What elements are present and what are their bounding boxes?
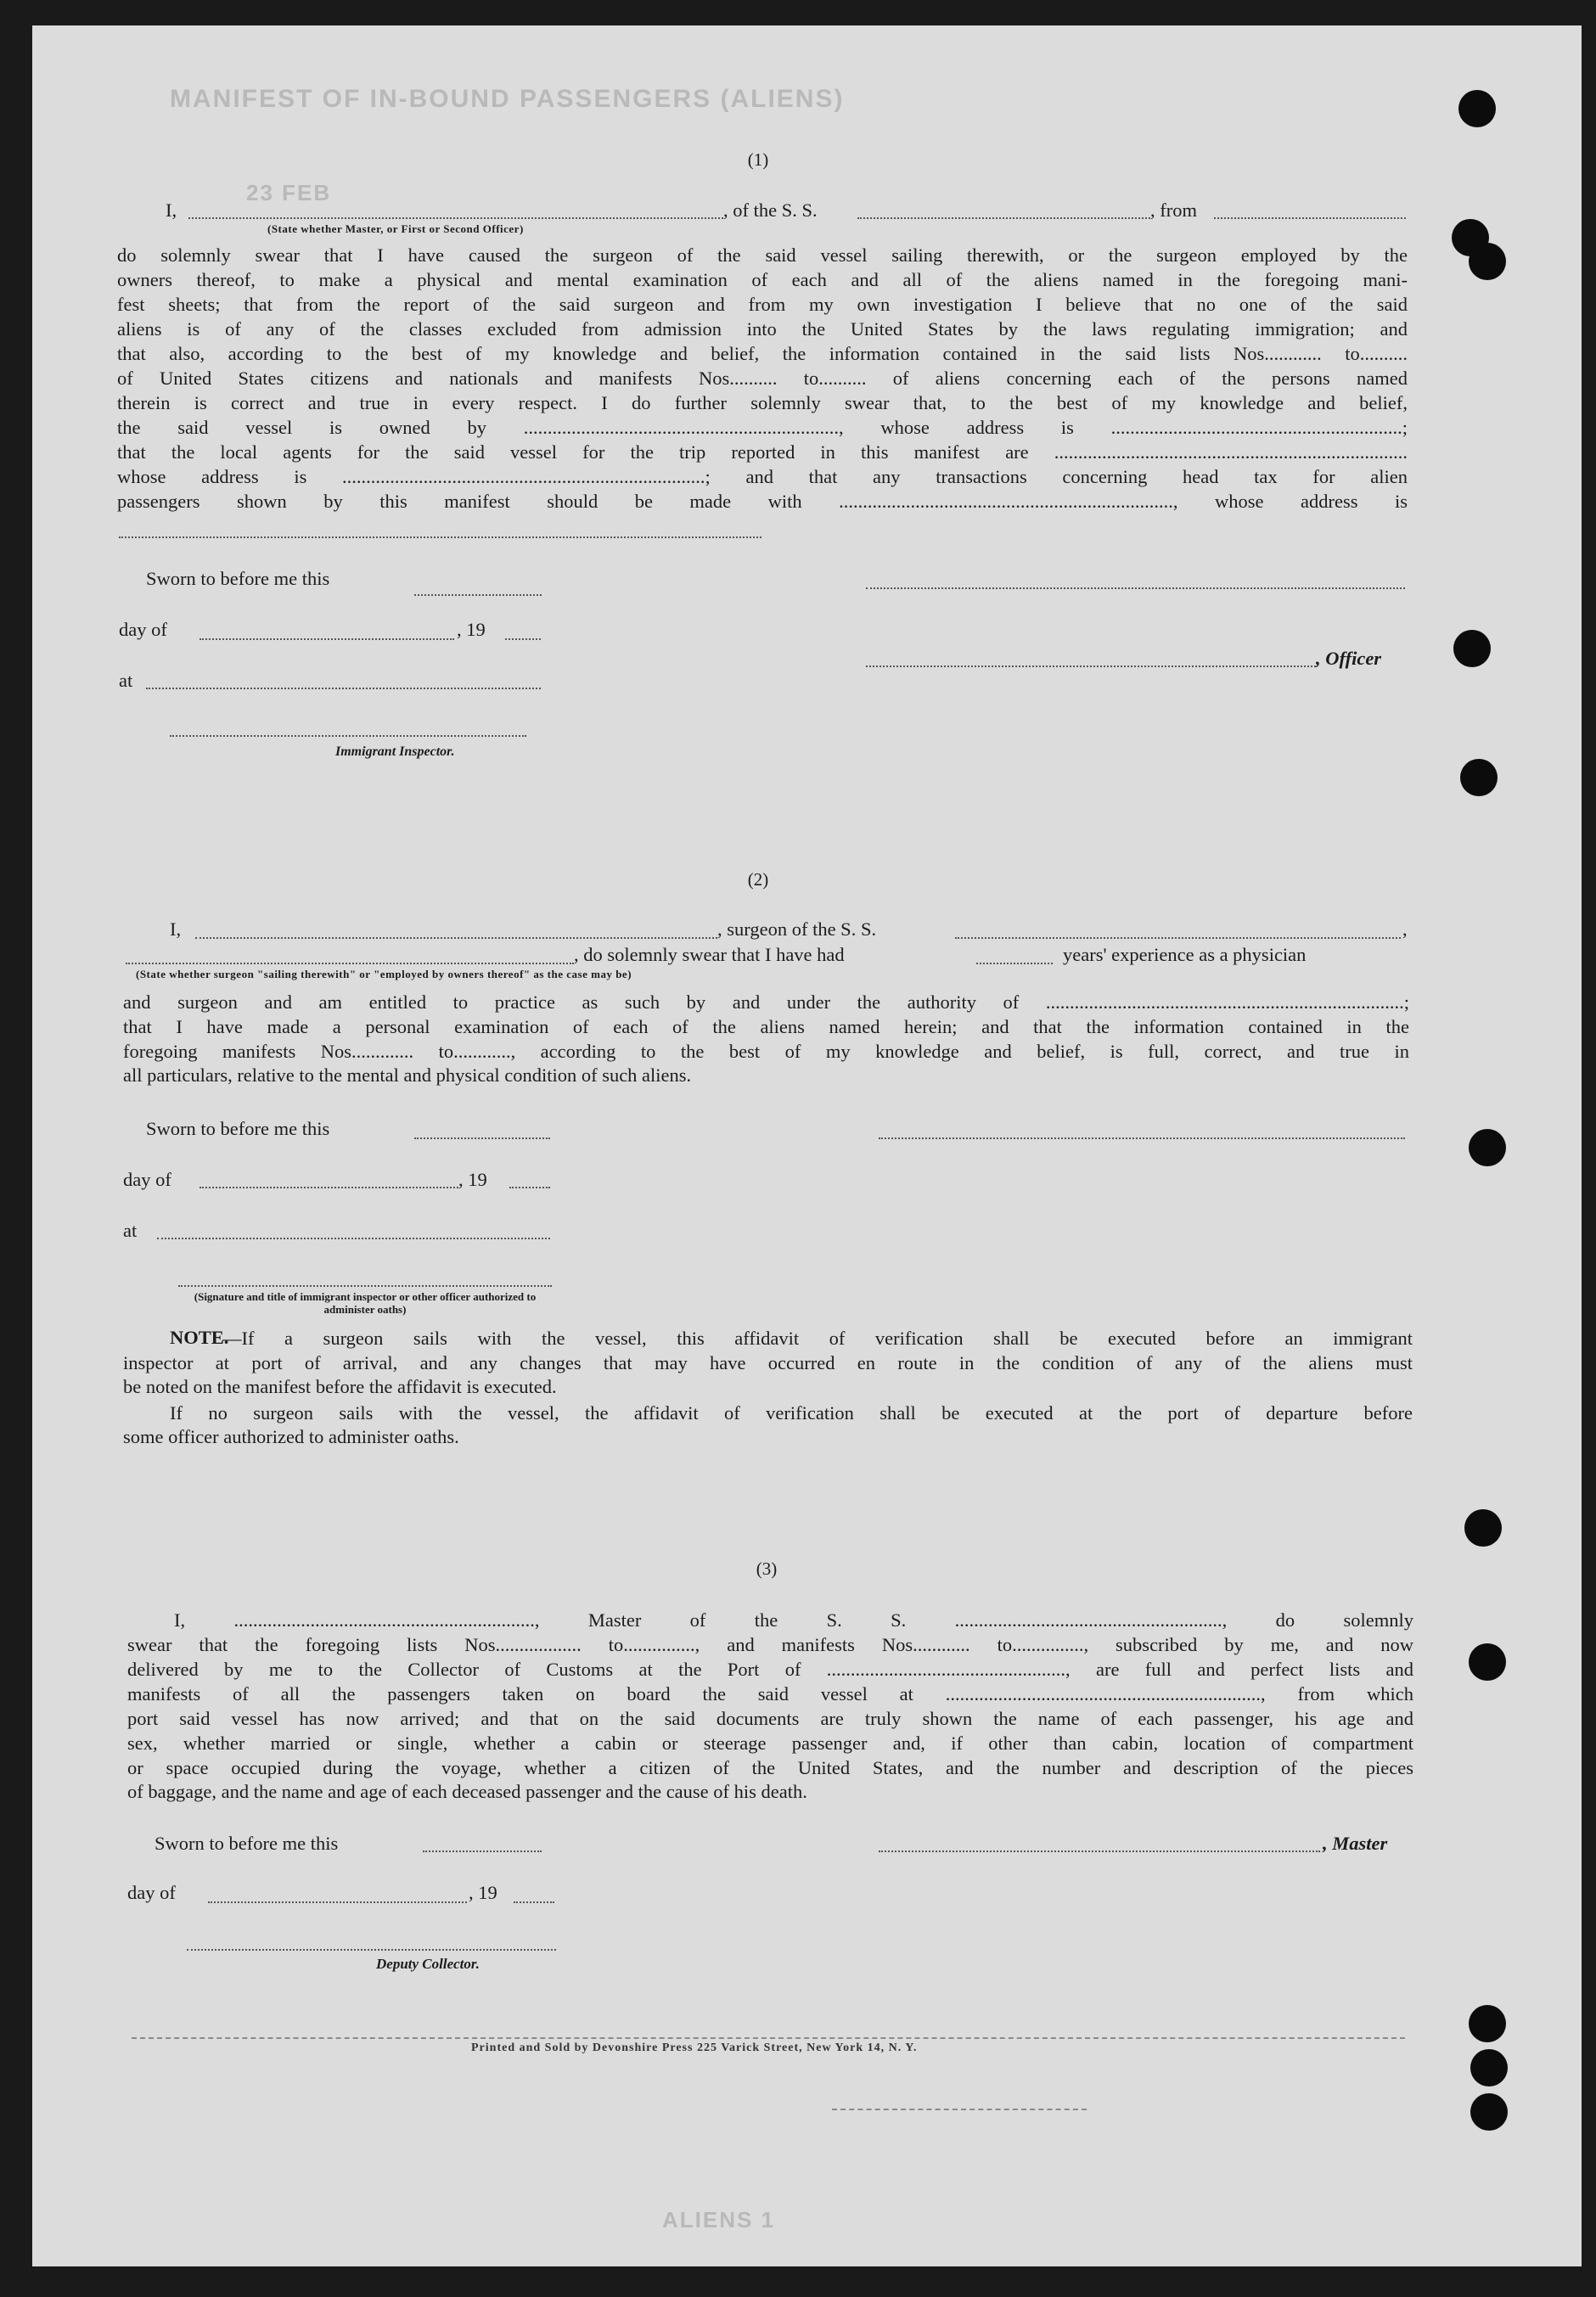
- note-text-line: be noted on the manifest before the affidavit is executed.: [123, 1376, 557, 1397]
- signature-line: [187, 1949, 556, 1951]
- section3-text-line: sex, whether married or single, whether a cabin or steerage passenger and, if other than cabin, location of compartment: [127, 1733, 1413, 1754]
- section3-text-line: delivered by me to the Collector of Customs at the Port of .................................................., are full and perfect lists and: [127, 1659, 1413, 1680]
- signature-line: [879, 1851, 1320, 1852]
- punch-hole: [1458, 90, 1496, 127]
- footer-rule: [832, 2109, 1087, 2110]
- punch-hole: [1469, 243, 1506, 280]
- section1-text-line: that also, according to the best of my knowledge and belief, the information contained in the said lists Nos............ to..........: [117, 343, 1408, 364]
- note-text-line: —If a surgeon sails with the vessel, this affidavit of verification shall be executed before an immigrant: [222, 1328, 1413, 1349]
- punch-hole: [1470, 2049, 1508, 2086]
- section3-text-line: manifests of all the passengers taken on board the said vessel at .................................................................., from which: [127, 1683, 1413, 1704]
- section2-text-line: all particulars, relative to the mental and physical condition of such aliens.: [123, 1064, 692, 1086]
- footer-rule: [132, 2037, 1405, 2039]
- blank-field: [188, 217, 723, 219]
- inspector-label: Immigrant Inspector.: [335, 744, 455, 759]
- section2-text-line: foregoing manifests Nos............. to............, according to the best of my knowledge and belief, is full, correct, and true in: [123, 1041, 1409, 1062]
- sworn-label: Sworn to before me this: [146, 568, 330, 589]
- section-number: (3): [756, 1558, 778, 1579]
- section2-years-exp: years' experience as a physician: [1063, 944, 1307, 965]
- section3-text-line: or space occupied during the voyage, whether a citizen of the United States, and the number and description of the pieces: [127, 1757, 1413, 1778]
- blank-field: [200, 1187, 458, 1188]
- section1-of-ss: , of the S. S.: [723, 199, 818, 221]
- signature-line: [866, 666, 1316, 667]
- year-label: , 19: [457, 619, 486, 640]
- blank-field: [200, 638, 454, 640]
- signature-line: [879, 1137, 1405, 1139]
- section1-text-line: do solemnly swear that I have caused the surgeon of the said vessel sailing therewith, or the surgeon employed by the: [117, 244, 1408, 266]
- punch-hole: [1464, 1509, 1502, 1547]
- note-text-line: inspector at port of arrival, and any changes that may have occurred en route in the condition of any of the aliens must: [123, 1352, 1413, 1373]
- at-label: at: [123, 1220, 138, 1241]
- printer-imprint: Printed and Sold by Devonshire Press 225 Varick Street, New York 14, N. Y.: [471, 2041, 918, 2054]
- punch-hole: [1470, 2093, 1508, 2131]
- bleed-through-date: 23 FEB: [246, 180, 332, 205]
- master-label: , Master: [1323, 1833, 1388, 1854]
- punch-hole: [1469, 1129, 1506, 1166]
- section-number: (1): [747, 149, 769, 170]
- day-of-label: day of: [123, 1169, 171, 1190]
- blank-field: [514, 1901, 554, 1903]
- blank-field: [955, 937, 1401, 939]
- section1-opening: I,: [166, 199, 177, 221]
- punch-hole: [1460, 759, 1498, 796]
- officer-label: , Officer: [1316, 648, 1382, 669]
- section1-text-line: that the local agents for the said vessel for the trip reported in this manifest are ..........................................................................: [117, 441, 1408, 463]
- section2-text-line: that I have made a personal examination of each of the aliens named herein; and that the information contained in the: [123, 1016, 1409, 1037]
- blank-field: [157, 1238, 550, 1239]
- sworn-label: Sworn to before me this: [146, 1118, 330, 1139]
- blank-field: [1214, 217, 1406, 219]
- note-label: NOTE.: [170, 1327, 229, 1348]
- day-of-label: day of: [119, 619, 167, 640]
- deputy-collector-label: Deputy Collector.: [376, 1956, 480, 1972]
- punch-hole: [1453, 630, 1491, 667]
- section3-text-line: of baggage, and the name and age of each deceased passenger and the cause of his death.: [127, 1781, 807, 1802]
- section-number: (2): [747, 869, 769, 890]
- section3-text-line: port said vessel has now arrived; and that on the said documents are truly shown the name of each passenger, his age and: [127, 1708, 1413, 1729]
- surgeon-type-note: (State whether surgeon "sailing therewith" or "employed by owners thereof" as the case may be): [136, 968, 632, 980]
- section1-text-line: passengers shown by this manifest should be made with ......................................................................, whose address is: [117, 491, 1408, 512]
- section2-opening: I,: [170, 918, 182, 940]
- blank-field: [423, 1851, 542, 1852]
- section2-surgeon-of: , surgeon of the S. S.: [717, 918, 877, 940]
- section1-text-line: therein is correct and true in every respect. I do further solemnly swear that, to the best of my knowledge and belief,: [117, 392, 1408, 413]
- punch-hole: [1469, 1643, 1506, 1681]
- signature-line: [170, 735, 526, 737]
- sworn-label: Sworn to before me this: [155, 1833, 339, 1854]
- blank-field: [208, 1901, 467, 1903]
- note-text-line: some officer authorized to administer oaths.: [123, 1426, 459, 1447]
- section1-text-line: aliens is of any of the classes excluded from admission into the United States by the laws regulating immigration; and: [117, 318, 1408, 340]
- blank-field: [857, 217, 1150, 219]
- section3-text-line: I, ..............................................................., Master of the S. S. ........................................................, do solemnly: [174, 1609, 1413, 1631]
- comma: ,: [1402, 918, 1408, 940]
- blank-field: [976, 963, 1053, 964]
- section3-text-line: swear that the foregoing lists Nos.................. to..............., and manifests Nos............ to..............., subscribed by me, and now: [127, 1634, 1413, 1655]
- blank-field: [505, 638, 541, 640]
- blank-field: [414, 594, 542, 596]
- day-of-label: day of: [127, 1882, 176, 1903]
- section1-text-line: of United States citizens and nationals and manifests Nos.......... to.......... of aliens concerning each of the persons named: [117, 368, 1408, 389]
- section1-text-line: whose address is ............................................................................; and that any transactions concerning head tax for alien: [117, 466, 1408, 487]
- section1-from: , from: [1150, 199, 1197, 221]
- bleed-through-title: MANIFEST OF IN-BOUND PASSENGERS (ALIENS): [170, 85, 845, 113]
- signature-line: [178, 1285, 552, 1287]
- signature-title-note: (Signature and title of immigrant inspector or other officer authorized to administer oaths): [194, 1290, 537, 1316]
- blank-field: [146, 688, 541, 689]
- section1-text-line: owners thereof, to make a physical and mental examination of each and all of the aliens named in the foregoing mani-: [117, 269, 1408, 290]
- section2-do-solemnly: , do solemnly swear that I have had: [574, 944, 845, 965]
- bleed-through-footer: ALIENS 1: [662, 2207, 776, 2232]
- blank-field: [509, 1187, 550, 1188]
- blank-field: [195, 937, 717, 939]
- section2-text-line: and surgeon and am entitled to practice as such by and under the authority of ...........................................................................;: [123, 991, 1409, 1013]
- year-label: , 19: [469, 1882, 497, 1903]
- blank-field: [414, 1137, 550, 1139]
- section1-text-line: fest sheets; that from the report of the said surgeon and from my own investigation I believe that no one of the said: [117, 294, 1408, 315]
- blank-field: [126, 963, 574, 964]
- blank-field: [119, 536, 761, 538]
- officer-rank-note: (State whether Master, or First or Second Officer): [267, 222, 524, 235]
- year-label: , 19: [458, 1169, 487, 1190]
- note-text-line: If no surgeon sails with the vessel, the affidavit of verification shall be executed at the port of departure before: [170, 1402, 1413, 1424]
- signature-line: [866, 587, 1405, 589]
- at-label: at: [119, 670, 133, 691]
- section1-text-line: the said vessel is owned by .................................................................., whose address is .............................................................;: [117, 417, 1408, 438]
- punch-hole: [1469, 2005, 1506, 2042]
